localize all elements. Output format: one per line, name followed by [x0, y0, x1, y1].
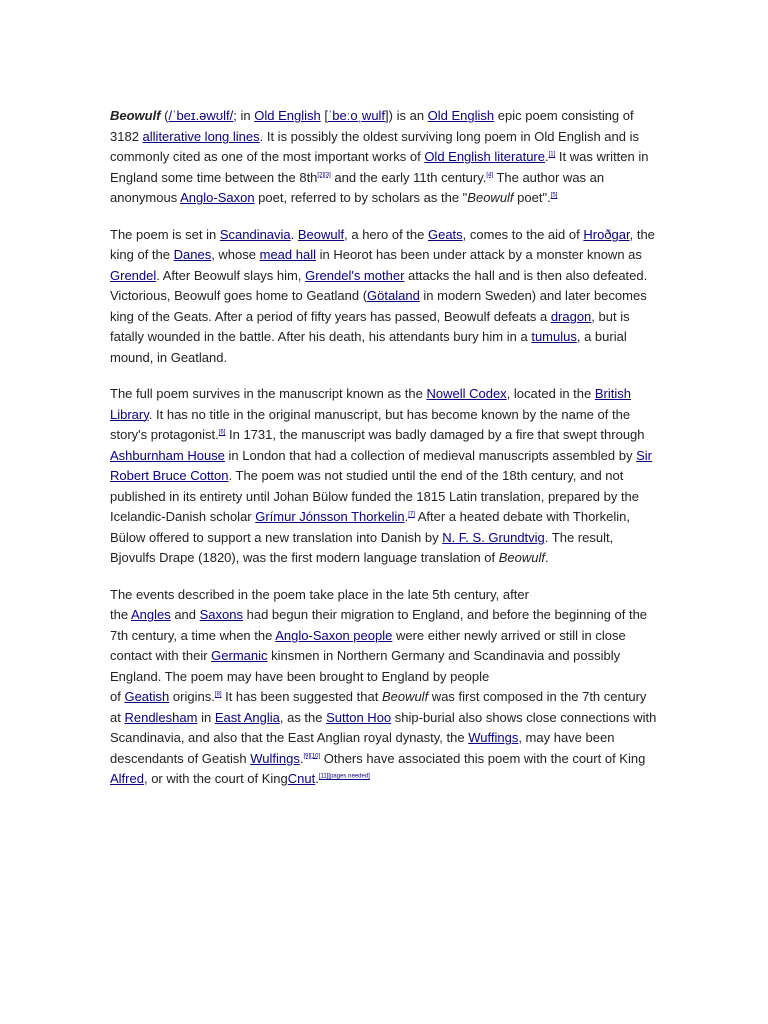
link-ashburnham-house[interactable]: Ashburnham House	[110, 447, 225, 463]
text-run: , a hero of the	[344, 226, 428, 242]
link-sir-robert-bruce-cotton[interactable]: Sir Robert Bruce Cotton	[110, 447, 652, 483]
text-run: poet, referred to by scholars as the "	[254, 190, 468, 205]
link-alfred[interactable]: Alfred	[110, 771, 144, 786]
text-run: , may have been descendants of Geatish	[110, 730, 615, 766]
paragraph-origins	[110, 585, 660, 790]
text-run: . The poem was not studied until the end of the 18th century, and not published in its entirety until Johan Bülow funded the 1815 Latin translation, prepared by the Icelandic-Danish scholar	[110, 468, 640, 524]
italic-text: Beowulf	[498, 550, 546, 565]
citation	[319, 774, 370, 780]
paragraph-intro	[110, 106, 660, 209]
text-run: in Heorot has been under attack by a monster known as	[315, 247, 642, 262]
citation-link[interactable]: [1]	[548, 151, 556, 158]
text-run: were either newly arrived or still in close contact with their	[110, 627, 626, 663]
italic-text: Beowulf	[467, 190, 514, 205]
text-run: .	[290, 226, 298, 242]
text-run: .	[544, 149, 549, 164]
text-run: It has been suggested that	[221, 689, 382, 704]
link-east-anglia[interactable]: East Anglia	[214, 709, 280, 725]
link-germanic[interactable]: Germanic	[211, 648, 268, 663]
text-run: The events described in the poem take place in the late 5th century, after	[110, 586, 529, 602]
link-anglo-saxon-people[interactable]: Anglo-Saxon people	[275, 627, 393, 643]
text-run: , a burial mound, in Geatland.	[110, 329, 627, 365]
text-run: in	[197, 709, 215, 725]
link-hro-gar[interactable]: Hroðgar	[583, 226, 630, 242]
link-angles[interactable]: Angles	[130, 607, 171, 622]
citation	[317, 172, 330, 178]
link-old-english[interactable]: Old English	[254, 108, 321, 123]
text-run: in modern Sweden) and later becomes king of the Geats. After a period of fifty years has passed, Beowulf defeats a	[110, 288, 647, 324]
text-run: kinsmen in Northern Germany and Scandinavia and possibly England. The poem may have been brought to England by people	[110, 648, 621, 684]
text-run: The author was an anonymous	[110, 169, 605, 205]
text-run: , the king of the	[110, 226, 655, 262]
link-dragon[interactable]: dragon	[550, 308, 592, 324]
citation	[551, 193, 558, 199]
link-sutton-hoo[interactable]: Sutton Hoo	[326, 709, 392, 725]
paragraph-plot	[110, 225, 660, 369]
text-run: .	[315, 771, 319, 786]
text-run: , located in the	[506, 386, 595, 401]
text-run: It was written in England some time between the 8th	[110, 149, 649, 185]
link-old-english-literature[interactable]: Old English literature	[424, 149, 545, 164]
link-nowell-codex[interactable]: Nowell Codex	[426, 386, 507, 401]
link-be-o-wulf[interactable]: ˈbeːoˌwulf	[327, 108, 386, 123]
citation-link[interactable]: [8]	[214, 691, 222, 698]
link-grendel[interactable]: Grendel	[110, 267, 157, 283]
text-run: , or with the court of King	[143, 771, 288, 786]
text-run: of	[110, 689, 125, 704]
text-run: [	[320, 108, 328, 123]
citation-link[interactable]: [7]	[408, 511, 415, 518]
link-wulfings[interactable]: Wulfings	[250, 750, 300, 766]
text-run: .	[545, 550, 549, 565]
link-beowulf[interactable]: Beowulf	[297, 226, 345, 242]
citation-link[interactable]: [6]	[218, 429, 226, 436]
text-run: Others have associated this poem with the court of King	[320, 750, 646, 766]
link-grendel-s-mother[interactable]: Grendel's mother	[305, 267, 405, 283]
text-run: and	[170, 607, 200, 622]
text-run: and the early 11th century.	[330, 169, 487, 185]
text-run: , comes to the aid of	[462, 226, 584, 242]
link-danes[interactable]: Danes	[173, 247, 212, 262]
text-run: In 1731, the manuscript was badly damaged by a fire that swept through	[225, 427, 645, 442]
text-run: .	[404, 509, 409, 524]
link-n-f-s-grundtvig[interactable]: N. F. S. Grundtvig	[442, 529, 545, 545]
link-mead-hall[interactable]: mead hall	[259, 247, 316, 262]
link-geatish[interactable]: Geatish	[124, 689, 170, 704]
citation	[303, 753, 320, 759]
text-run: poet".	[513, 190, 551, 205]
text-run: After a heated debate with Thorkelin, Bülow offered to support a new translation into Danish by	[110, 509, 630, 545]
text-run: The poem is set in	[110, 226, 220, 242]
citation-link[interactable]: [11][pages needed]	[318, 773, 370, 780]
link-geats[interactable]: Geats	[427, 226, 463, 242]
text-run: (	[160, 108, 169, 123]
citation-link[interactable]: [5]	[550, 192, 558, 199]
link-scandinavia[interactable]: Scandinavia	[219, 226, 291, 242]
link-anglo-saxon[interactable]: Anglo-Saxon	[180, 190, 255, 205]
link-saxons[interactable]: Saxons	[199, 607, 244, 622]
link-alliterative-long-lines[interactable]: alliterative long lines	[142, 128, 260, 144]
text-run: . It is possibly the oldest surviving long poem in Old English and is commonly cited as one of the most important works of	[110, 128, 639, 164]
text-run: ship-burial also shows close connections with Scandinavia, and also that the East Anglian royal dynasty, the	[110, 709, 657, 745]
citation-link[interactable]: [4]	[486, 172, 494, 179]
text-run: attacks the hall and is then also defeated. Victorious, Beowulf goes home to Geatland (	[110, 267, 648, 303]
article-title-text: Beowulf	[110, 108, 161, 123]
article-body	[110, 106, 660, 806]
italic-text: Beowulf	[381, 689, 429, 704]
text-run: . The result, Bjovulfs Drape (1820), was the first modern language translation of	[110, 529, 614, 565]
citation-link[interactable]: [9][10]	[303, 753, 321, 760]
text-run: . It has no title in the original manuscript, but has become known by the name of the story's protagonist.	[110, 406, 631, 442]
text-run: was first composed in the 7th century at	[110, 689, 647, 725]
text-run: the	[110, 607, 131, 622]
link-old-english[interactable]: Old English	[427, 108, 495, 123]
link-tumulus[interactable]: tumulus	[531, 329, 577, 344]
link-cnut[interactable]: Cnut	[287, 771, 316, 786]
text-run: in London that had a collection of medieval manuscripts assembled by	[224, 447, 637, 463]
link-be-w-lf[interactable]: /ˈbeɪ.əwʊlf/	[168, 108, 234, 123]
citation	[408, 512, 415, 518]
text-run: , but is fatally wounded in the battle. After his death, his attendants bury him in a	[110, 308, 630, 344]
text-run: ]) is an	[385, 108, 428, 123]
text-run: origins.	[169, 689, 215, 704]
link-british-library[interactable]: British Library	[110, 386, 631, 422]
link-gr-mur-j-nsson-thorkelin[interactable]: Grímur Jónsson Thorkelin	[255, 509, 405, 524]
link-g-taland[interactable]: Götaland	[367, 288, 420, 303]
text-run: . After Beowulf slays him,	[156, 267, 306, 283]
text-run: .	[299, 750, 304, 766]
link-rendlesham[interactable]: Rendlesham	[124, 709, 198, 725]
link-wuffings[interactable]: Wuffings	[468, 730, 519, 745]
text-run: ; in	[233, 108, 255, 123]
citation-link[interactable]: [2][3]	[317, 172, 331, 179]
text-run: , as the	[279, 709, 327, 725]
text-run: had begun their migration to England, and before the beginning of the 7th century, a time when the	[110, 607, 648, 643]
text-run: epic poem consisting of 3182	[110, 108, 634, 144]
text-run: , whose	[211, 247, 260, 262]
text-run: The full poem survives in the manuscript known as the	[110, 386, 427, 401]
paragraph-manuscript	[110, 384, 660, 569]
